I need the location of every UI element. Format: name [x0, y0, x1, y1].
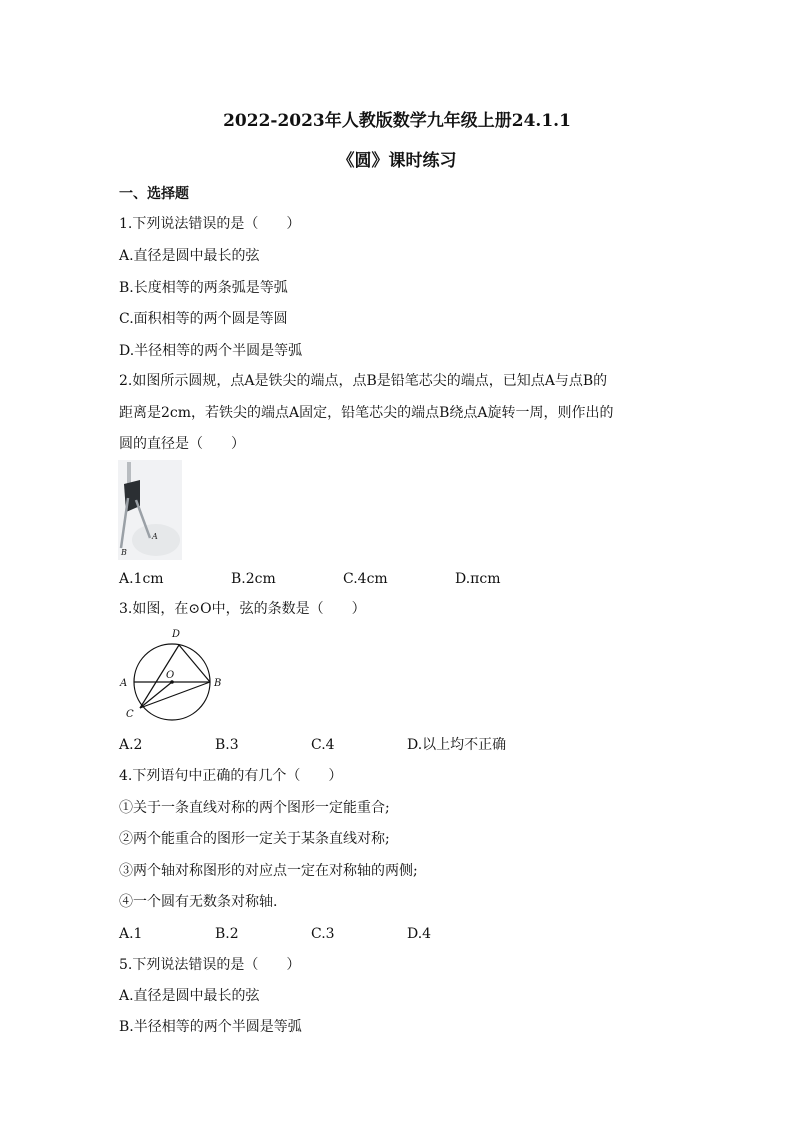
question-2-option-b: B.2cm	[231, 571, 276, 587]
question-2-option-c: C.4cm	[343, 571, 388, 587]
question-2-stem-line-1: 2.如图所示圆规，点A是铁尖的端点，点B是铅笔芯尖的端点，已知点A与点B的	[119, 373, 608, 389]
question-1-option-b: B.长度相等的两条弧是等弧	[119, 280, 288, 296]
circle-label-d: D	[172, 629, 181, 640]
circle-label-o: O	[166, 670, 175, 681]
question-5-stem: 5.下列说法错误的是（ ）	[119, 957, 301, 973]
question-1-option-a: A.直径是圆中最长的弦	[119, 248, 260, 264]
chord-cb	[140, 682, 210, 708]
question-3-option-d: D.以上均不正确	[407, 737, 507, 753]
question-2-stem-line-2: 距离是2cm，若铁尖的端点A固定，铅笔芯尖的端点B绕点A旋转一周，则作出的	[119, 405, 614, 421]
question-4-statement-2: ②两个能重合的图形一定关于某条直线对称;	[119, 831, 390, 847]
compass-figure	[118, 460, 182, 560]
circle-label-a: A	[120, 678, 128, 689]
section-heading: 一、选择题	[119, 186, 189, 202]
question-3-option-c: C.4	[311, 737, 335, 753]
circle-figure	[116, 626, 228, 722]
question-4-statement-4: ④一个圆有无数条对称轴.	[119, 894, 278, 910]
question-4-option-d: D.4	[407, 926, 432, 942]
question-4-statement-1: ①关于一条直线对称的两个图形一定能重合;	[119, 800, 390, 816]
circle-label-b: B	[214, 678, 222, 689]
question-1-option-d: D.半径相等的两个半圆是等弧	[119, 343, 303, 359]
question-4-option-b: B.2	[215, 926, 239, 942]
question-2-option-a: A.1cm	[119, 571, 164, 587]
question-3-option-a: A.2	[119, 737, 143, 753]
question-2-stem-line-3: 圆的直径是（ ）	[119, 436, 245, 452]
question-2-option-d: D.πcm	[455, 571, 501, 587]
question-4-statement-3: ③两个轴对称图形的对应点一定在对称轴的两侧;	[119, 863, 418, 879]
question-5-option-a: A.直径是圆中最长的弦	[119, 988, 260, 1004]
question-3-option-b: B.3	[215, 737, 239, 753]
figure-label-b: B	[121, 548, 127, 557]
page-subtitle: 《圆》课时练习	[337, 151, 457, 171]
figure-label-a: A	[152, 532, 158, 541]
question-4-stem: 4.下列语句中正确的有几个（ ）	[119, 768, 343, 784]
question-3-stem: 3.如图，在⊙O中，弦的条数是（ ）	[119, 601, 366, 617]
question-4-option-a: A.1	[119, 926, 143, 942]
circle-label-c: C	[126, 709, 134, 720]
page-title: 2022-2023年人教版数学九年级上册24.1.1	[223, 111, 571, 131]
radius-oc	[140, 682, 172, 708]
question-5-option-b: B.半径相等的两个半圆是等弧	[119, 1019, 302, 1035]
question-4-option-c: C.3	[311, 926, 335, 942]
question-1-stem: 1.下列说法错误的是（ ）	[119, 216, 301, 232]
question-1-option-c: C.面积相等的两个圆是等圆	[119, 311, 288, 327]
